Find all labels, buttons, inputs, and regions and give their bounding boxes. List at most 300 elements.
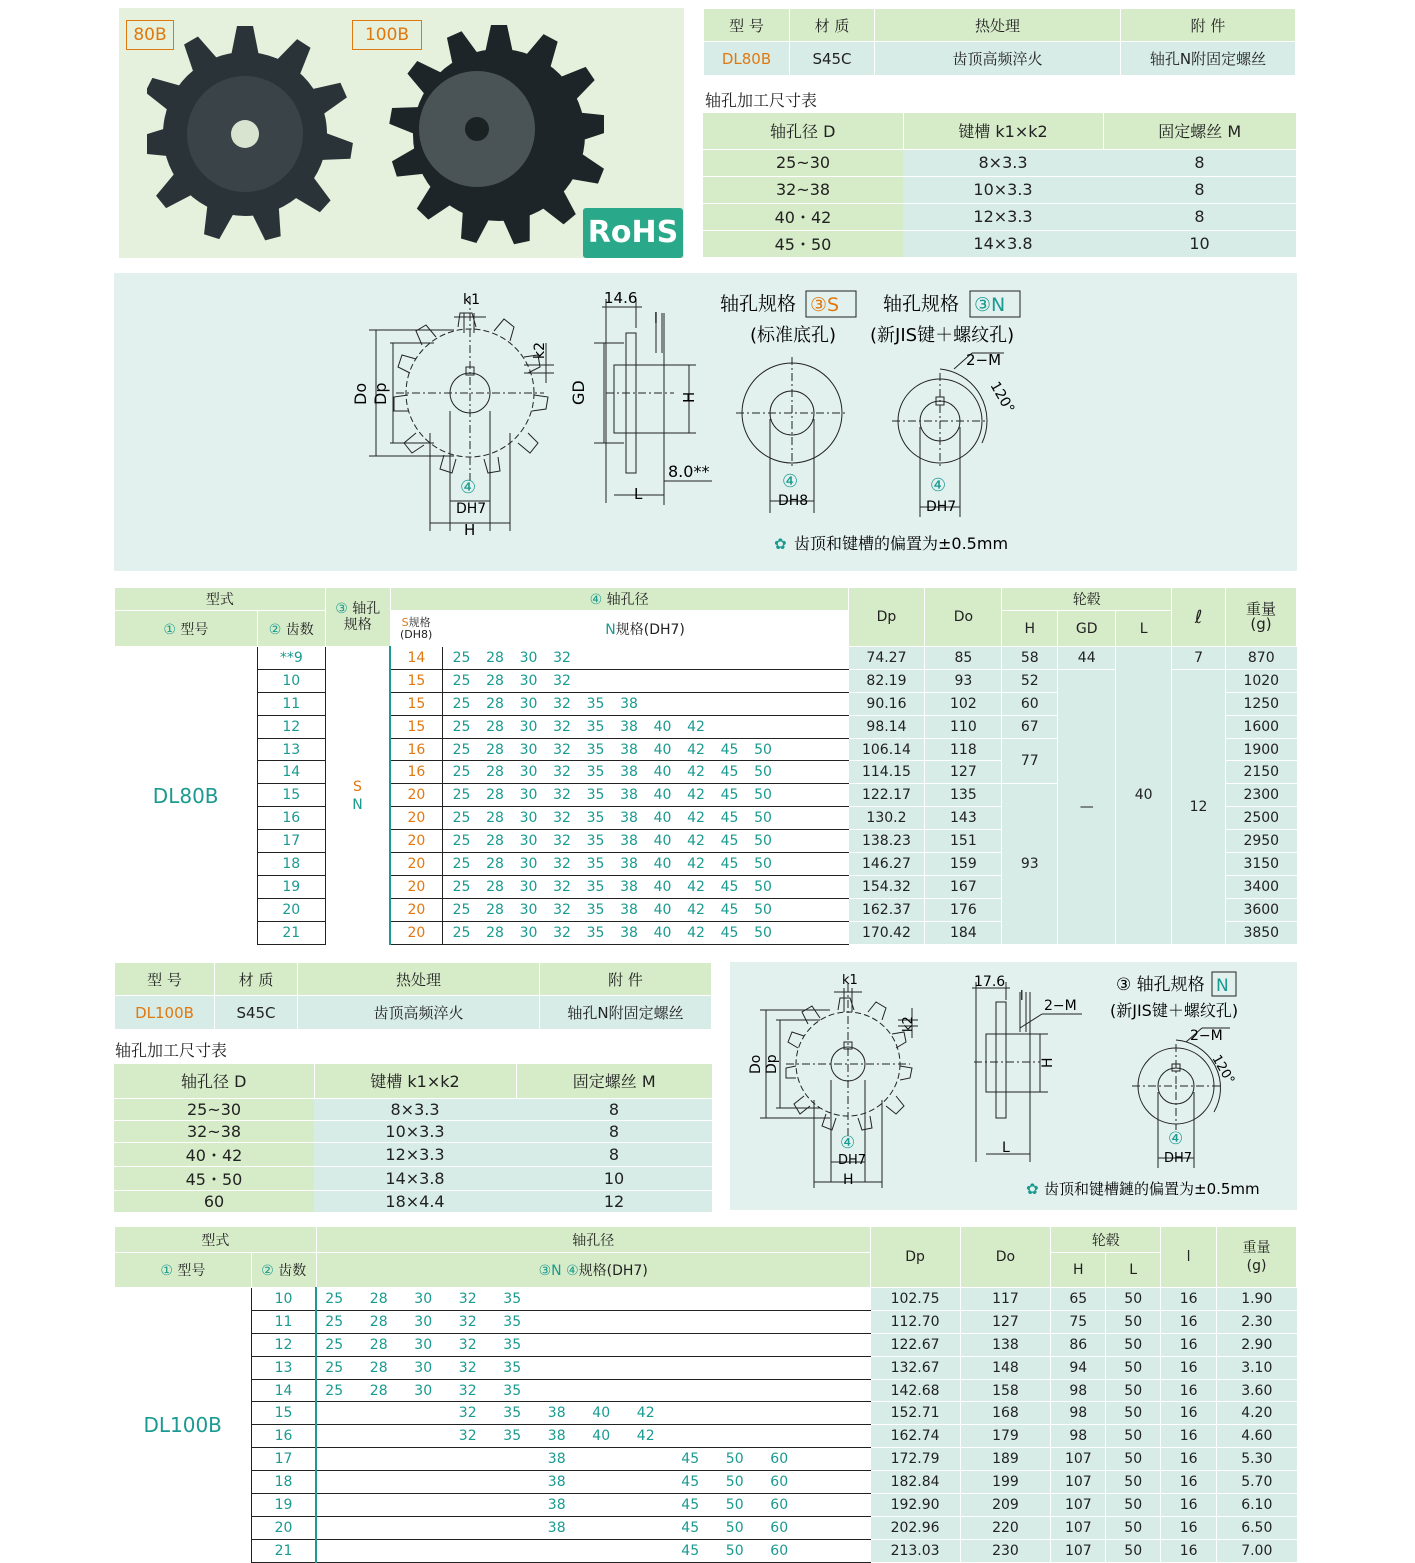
n-bore-cell [442,807,848,830]
dp-cell: 142.68 [870,1379,960,1402]
bore-value: 25 [325,1359,344,1376]
hole-d: 32~38 [114,1120,314,1142]
th-material: 材 质 [790,9,875,42]
label-dp: Dp [764,1054,780,1074]
th-bore: 轴孔径 D [114,1064,314,1098]
bore-value: 35 [503,1336,522,1353]
th-bore: 轴孔径 D [703,113,903,149]
teeth-cell: 18 [251,1471,316,1494]
bore-value: 35 [503,1405,522,1422]
L-cell: 50 [1106,1402,1161,1425]
bore-value: 40 [653,855,672,872]
bore-value: 28 [369,1290,388,1307]
h-cell: 107 [1051,1448,1106,1471]
bore-value: 35 [503,1290,522,1307]
label-circ4: ④ [460,477,477,498]
h-cell: 107 [1051,1471,1106,1494]
bore-value: 32 [553,672,571,689]
bore-value: 35 [503,1382,522,1399]
h-cell: 86 [1051,1333,1106,1356]
teeth-cell: **9 [257,647,325,670]
w-cell: 5.30 [1217,1448,1297,1471]
th-dp: Dp [870,1227,960,1288]
do-cell: 184 [925,921,1002,944]
dl80b-table [114,587,1297,945]
bore-value: 25 [452,695,471,712]
th-spec: ③ 轴孔 规格 [325,588,390,647]
hole-d: 45・50 [703,230,903,257]
gear-icon: ✿ [774,535,787,553]
L-cell: 50 [1106,1310,1161,1333]
th-hub-l: L [1106,1253,1161,1288]
table-row [115,1333,1297,1356]
table-row [115,1448,1297,1471]
bore-value: 45 [720,810,739,827]
hole-m: 12 [516,1190,712,1212]
dp-cell: 102.75 [870,1288,960,1311]
bore-value: 35 [503,1359,522,1376]
hole-k: 12×3.3 [903,203,1103,230]
l-cell: 7 [1172,647,1226,670]
n-bore-cell [316,1356,870,1379]
table-row [115,1288,1297,1311]
bore-value: 28 [486,649,504,666]
th-weight: 重量 (g) [1226,588,1297,647]
bore-value: 35 [586,855,605,872]
do-cell: 93 [925,669,1002,692]
product-photo [119,8,684,258]
bore-value: 30 [414,1382,433,1399]
s-bore-cell: 14 [390,647,442,670]
label-gd: GD [569,380,588,405]
h-cell: 93 [1002,784,1058,944]
sprocket-100b-image [389,23,604,248]
w-cell: 4.60 [1217,1425,1297,1448]
L-cell: 50 [1106,1516,1161,1539]
w-cell: 3.10 [1217,1356,1297,1379]
bore-value: 45 [720,924,739,941]
table-row [115,1356,1297,1379]
bore-value: 50 [725,1474,744,1491]
bore-value: 40 [653,878,672,895]
h-cell: 60 [1002,692,1058,715]
label-dh7-n: DH7 [1164,1151,1193,1166]
bore-value: 25 [325,1290,344,1307]
bore-value: 25 [325,1382,344,1399]
th-model: ① 型号 [115,1253,252,1288]
s-bore-cell: 15 [390,692,442,715]
bore-value: 42 [687,718,705,735]
L-cell: 50 [1106,1288,1161,1311]
l-cell: 16 [1161,1356,1217,1379]
s-bore-cell: 20 [390,898,442,921]
bore-value: 32 [553,787,571,804]
bore-value: 38 [620,810,638,827]
w-cell: 1.90 [1217,1288,1297,1311]
th-bore: 轴孔径 [316,1227,870,1253]
bore-value: 45 [720,741,739,758]
do-cell: 167 [925,875,1002,898]
bore-value: 38 [547,1451,566,1468]
label-circ4: ④ [840,1133,856,1153]
bore-value: 25 [452,810,471,827]
s-bore-cell: 20 [390,875,442,898]
bore-value: 38 [547,1474,566,1491]
bore-value: 38 [620,741,638,758]
teeth-cell: 21 [257,921,325,944]
th-hub: 轮毂 [1002,588,1172,611]
do-cell: 127 [925,761,1002,784]
dp-cell: 202.96 [870,1516,960,1539]
weight-cell: 2950 [1226,830,1297,853]
diag2-note: 齿顶和键槽鏈的偏置为±0.5mm [1044,1180,1260,1198]
bore-value: 30 [414,1336,433,1353]
bore-value: 28 [486,878,504,895]
bore-value: 42 [687,787,705,804]
spec-s: S [353,778,362,795]
bore-value: 32 [458,1359,477,1376]
bore-value: 30 [519,649,538,666]
do-cell: 158 [960,1379,1051,1402]
label-hs: H [1040,1057,1056,1068]
bore-value: 35 [586,764,605,781]
label-120: 120° [986,379,1018,417]
teeth-cell: 17 [251,1448,316,1471]
l-cell: 16 [1161,1516,1217,1539]
label-dh7-n: DH7 [926,499,957,515]
bore-value: 32 [553,901,571,918]
bore-value: 30 [414,1313,433,1330]
bore-value: 28 [486,718,504,735]
th-hub-l: L [1116,611,1172,647]
bore-value: 45 [681,1474,700,1491]
bore-value: 28 [486,787,504,804]
bore-value: 50 [754,924,772,941]
bore-value: 35 [503,1428,522,1445]
l-cell: 16 [1161,1288,1217,1311]
bore-value: 30 [519,695,538,712]
teeth-cell: 14 [251,1379,316,1402]
do-cell: 117 [960,1288,1051,1311]
do-cell: 220 [960,1516,1051,1539]
bore-value: 30 [414,1290,433,1307]
teeth-cell: 12 [251,1333,316,1356]
L-cell: 50 [1106,1448,1161,1471]
n-bore-cell [442,898,848,921]
bore-value: 38 [620,695,638,712]
gd-cell: — [1058,669,1116,944]
hole-k: 10×3.3 [314,1120,516,1142]
bore-value: 32 [553,924,571,941]
cell-material: S45C [790,42,875,76]
l-cell: 16 [1161,1448,1217,1471]
bore-value: 42 [687,901,705,918]
bore-value: 38 [547,1405,566,1422]
diagram-drawing [114,273,1297,571]
label-do: Do [351,382,370,405]
dp-cell: 172.79 [870,1448,960,1471]
specN-box: N [1216,976,1229,996]
label-dp: Dp [371,382,390,405]
bore-value: 50 [754,878,772,895]
bore-value: 50 [725,1542,744,1559]
bore-value: 25 [452,764,471,781]
n-bore-cell [442,853,848,876]
weight-cell: 3600 [1226,898,1297,921]
do-cell: 138 [960,1333,1051,1356]
teeth-cell: 19 [251,1494,316,1517]
hole-m: 8 [1103,176,1296,203]
bore-value: 25 [325,1336,344,1353]
bore-value: 32 [553,855,571,872]
bore-value: 30 [519,855,538,872]
th-type: 型式 [115,1227,317,1253]
model-cell: DL80B [115,647,258,945]
sprocket-80b-image [147,16,357,251]
dp-cell: 162.74 [870,1425,960,1448]
s-bore-cell: 15 [390,669,442,692]
label-L: L [634,485,643,503]
bore-value: 30 [519,833,538,850]
do-cell: 179 [960,1425,1051,1448]
table-row [115,1379,1297,1402]
th-teeth: ② 齿数 [251,1253,316,1288]
n-bore-cell [442,692,848,715]
hole-k: 12×3.3 [314,1142,516,1166]
bore-value: 30 [519,672,538,689]
n-bore-cell [442,830,848,853]
bore-value: 32 [553,718,571,735]
hole-k: 14×3.8 [314,1166,516,1190]
label-k1: k1 [463,292,481,308]
bore-value: 40 [653,741,672,758]
bore-value: 45 [681,1519,700,1536]
do-cell: 199 [960,1471,1051,1494]
label-h: H [843,1172,854,1188]
bore-value: 42 [636,1405,655,1422]
bore-value: 28 [486,672,504,689]
do-cell: 85 [925,647,1002,670]
do-cell: 148 [960,1356,1051,1379]
bore-value: 28 [486,764,504,781]
l-cell: 16 [1161,1539,1217,1562]
n-bore-cell [316,1379,870,1402]
n-bore-cell [442,738,848,761]
s-bore-cell: 20 [390,830,442,853]
bore-value: 38 [547,1428,566,1445]
rohs-badge: RoHS [583,208,683,258]
bore-value: 28 [369,1382,388,1399]
bore-value: 45 [720,878,739,895]
n-bore-cell [442,761,848,784]
label-8: 8.0** [668,462,710,481]
bore-value: 50 [754,810,772,827]
do-cell: 189 [960,1448,1051,1471]
do-cell: 151 [925,830,1002,853]
teeth-cell: 13 [251,1356,316,1379]
table-row [115,1425,1297,1448]
bore-value: 28 [369,1359,388,1376]
n-bore-cell [316,1448,870,1471]
bore-value: 50 [754,764,772,781]
bore-value: 60 [770,1451,789,1468]
do-cell: 118 [925,738,1002,761]
th-l: l [1161,1227,1217,1288]
bore-value: 42 [687,855,705,872]
label-dh7: DH7 [456,501,487,517]
bore-value: 32 [458,1382,477,1399]
dp-cell: 192.90 [870,1494,960,1517]
dp-cell: 106.14 [848,738,925,761]
bore-value: 40 [653,833,672,850]
dp-cell: 114.15 [848,761,925,784]
bore-value: 38 [620,901,638,918]
diag1-note: 齿顶和键槽的偏置为±0.5mm [794,534,1009,553]
w-cell: 2.30 [1217,1310,1297,1333]
th-weight: 重量 (g) [1217,1227,1297,1288]
bore-value: 32 [458,1336,477,1353]
bore-value: 40 [653,764,672,781]
l-cell: 16 [1161,1379,1217,1402]
bore-value: 25 [452,855,471,872]
w-cell: 6.50 [1217,1516,1297,1539]
bore-value: 28 [486,741,504,758]
teeth-cell: 18 [257,853,325,876]
table-row [115,1516,1297,1539]
dp-cell: 122.17 [848,784,925,807]
label-k2: k2 [532,341,548,359]
bore-value: 35 [586,695,605,712]
hole-k: 18×4.4 [314,1190,516,1212]
teeth-cell: 20 [251,1516,316,1539]
label-k1: k1 [842,973,858,988]
bore-value: 28 [486,901,504,918]
bore-value: 25 [452,833,471,850]
bore-value: 28 [369,1313,388,1330]
s-bore-cell: 15 [390,715,442,738]
bore-value: 30 [414,1359,433,1376]
dp-cell: 146.27 [848,853,925,876]
h-cell: 58 [1002,647,1058,670]
bore-value: 40 [653,810,672,827]
bore-value: 25 [452,672,471,689]
gd-cell: 44 [1058,647,1116,670]
bore-value: 45 [720,764,739,781]
weight-cell: 3850 [1226,921,1297,944]
n-bore-cell [316,1516,870,1539]
l-cell: 16 [1161,1425,1217,1448]
bore-value: 30 [519,901,538,918]
do-cell: 127 [960,1310,1051,1333]
dimension-diagram-80b [114,273,1297,571]
th-teeth: ② 齿数 [257,611,325,647]
bore-value: 35 [503,1313,522,1330]
cell-accessory: 轴孔N附固定螺丝 [540,996,712,1030]
label-120: 120° [1208,1052,1238,1088]
bore-value: 38 [620,764,638,781]
do-cell: 135 [925,784,1002,807]
hole-m: 10 [1103,230,1296,257]
h-cell: 94 [1051,1356,1106,1379]
h-cell: 98 [1051,1379,1106,1402]
th-accessory: 附 件 [540,963,712,996]
w-cell: 3.60 [1217,1379,1297,1402]
label-circ4-s: ④ [782,471,799,492]
teeth-cell: 17 [257,830,325,853]
bore-value: 32 [553,695,571,712]
label-k2: k2 [901,1016,916,1032]
spec-cell [325,647,390,945]
do-cell: 176 [925,898,1002,921]
dp-cell: 132.67 [870,1356,960,1379]
label-2m: 2−M [966,351,1002,369]
hole-table-80b [703,113,1296,258]
s-bore-cell: 16 [390,738,442,761]
bore-value: 42 [687,878,705,895]
l-cell: 16 [1161,1333,1217,1356]
dp-cell: 170.42 [848,921,925,944]
teeth-cell: 10 [257,669,325,692]
th-l: ℓ [1172,588,1226,647]
dp-cell: 152.71 [870,1402,960,1425]
teeth-cell: 20 [257,898,325,921]
cell-heat: 齿顶高频淬火 [875,42,1121,76]
s-bore-cell: 20 [390,853,442,876]
l-cell: 16 [1161,1310,1217,1333]
th-keyway: 键槽 k1×k2 [903,113,1103,149]
dp-cell: 122.67 [870,1333,960,1356]
hole-d: 25~30 [703,149,903,176]
weight-cell: 870 [1226,647,1297,670]
bore-value: 38 [620,855,638,872]
weight-cell: 2150 [1226,761,1297,784]
bore-value: 38 [620,718,638,735]
bore-value: 38 [620,787,638,804]
l-cell: 12 [1172,669,1226,944]
bore-value: 42 [687,764,705,781]
cell-accessory: 轴孔N附固定螺丝 [1121,42,1296,76]
do-cell: 209 [960,1494,1051,1517]
n-bore-cell [316,1402,870,1425]
hole-k: 10×3.3 [903,176,1103,203]
bore-value: 40 [653,787,672,804]
teeth-cell: 14 [257,761,325,784]
bore-value: 25 [325,1313,344,1330]
bore-value: 45 [681,1451,700,1468]
dp-cell: 138.23 [848,830,925,853]
label-dh7: DH7 [838,1153,867,1168]
bore-value: 35 [586,901,605,918]
bore-value: 40 [653,924,672,941]
bore-value: 45 [681,1542,700,1559]
bore-value: 25 [452,878,471,895]
l-cell: 16 [1161,1494,1217,1517]
weight-cell: 2300 [1226,784,1297,807]
w-cell: 2.90 [1217,1333,1297,1356]
th-bore: ④ 轴孔径 [390,588,848,611]
n-bore-cell [442,669,848,692]
dp-cell: 154.32 [848,875,925,898]
n-bore-cell [316,1310,870,1333]
label-2m: 2−M [1044,998,1077,1014]
cell-model: DL80B [704,42,790,76]
dp-cell: 130.2 [848,807,925,830]
dp-cell: 82.19 [848,669,925,692]
dp-cell: 98.14 [848,715,925,738]
weight-cell: 3400 [1226,875,1297,898]
th-heat: 热处理 [875,9,1121,42]
hole-m: 8 [1103,203,1296,230]
